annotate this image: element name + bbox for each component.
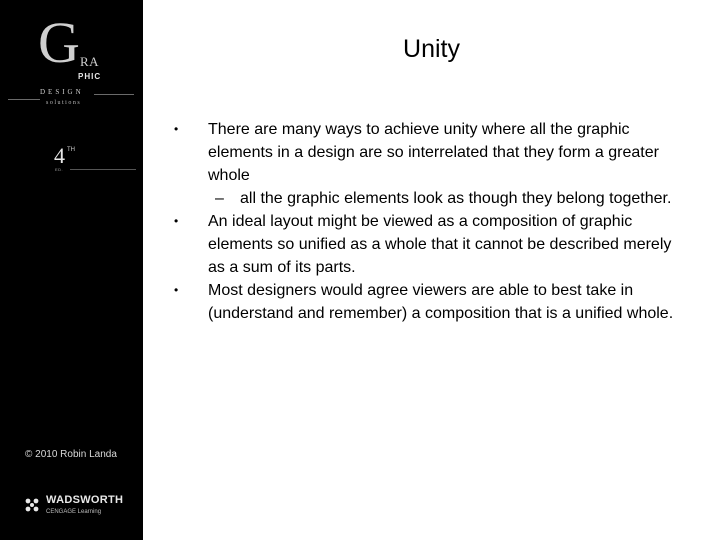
logo-letter-g: G [38, 10, 80, 75]
logo-solutions: solutions [46, 100, 82, 106]
bullet-marker: • [174, 283, 179, 297]
logo-rule-right [94, 94, 134, 95]
publisher-emblem-icon [22, 495, 42, 515]
bullet-item [174, 118, 674, 187]
bullet-item [174, 210, 674, 279]
bullet-item [174, 279, 674, 325]
edition-label: ED. [55, 167, 64, 172]
sidebar [0, 0, 143, 540]
bullet-text: An ideal layout might be viewed as a composition of graphic elements so unified as a whole that it cannot be described merely as a sum of its parts. [208, 213, 672, 276]
book-logo [0, 0, 143, 140]
slide-title: Unity [403, 35, 460, 63]
logo-letters-ra: RA [80, 54, 100, 69]
bullet-marker: • [174, 122, 179, 136]
edition-superscript: TH [67, 147, 75, 153]
logo-letters-phic: PHIC [78, 72, 102, 81]
bullet-marker: • [174, 214, 179, 228]
bullet-text: There are many ways to achieve unity where all the graphic elements in a design are so interrelated that they form a greater whole [208, 121, 659, 184]
bullet-text: Most designers would agree viewers are able to best take in (understand and remember) a composition that is a unified whole. [208, 282, 674, 322]
publisher-subtitle: CENGAGE Learning [46, 509, 102, 515]
slide-content [174, 118, 674, 325]
edition-number: 4 [54, 143, 65, 168]
logo-design: DESIGN [40, 88, 84, 96]
sub-bullet-text: all the graphic elements look as though they belong together. [240, 190, 672, 207]
sub-bullet-marker: – [215, 190, 224, 207]
edition-rule [70, 169, 136, 170]
publisher-name: WADSWORTH [46, 494, 124, 506]
copyright-notice: © 2010 Robin Landa [25, 449, 117, 460]
sub-bullet-item [174, 187, 674, 210]
logo-rule-left [8, 99, 40, 100]
